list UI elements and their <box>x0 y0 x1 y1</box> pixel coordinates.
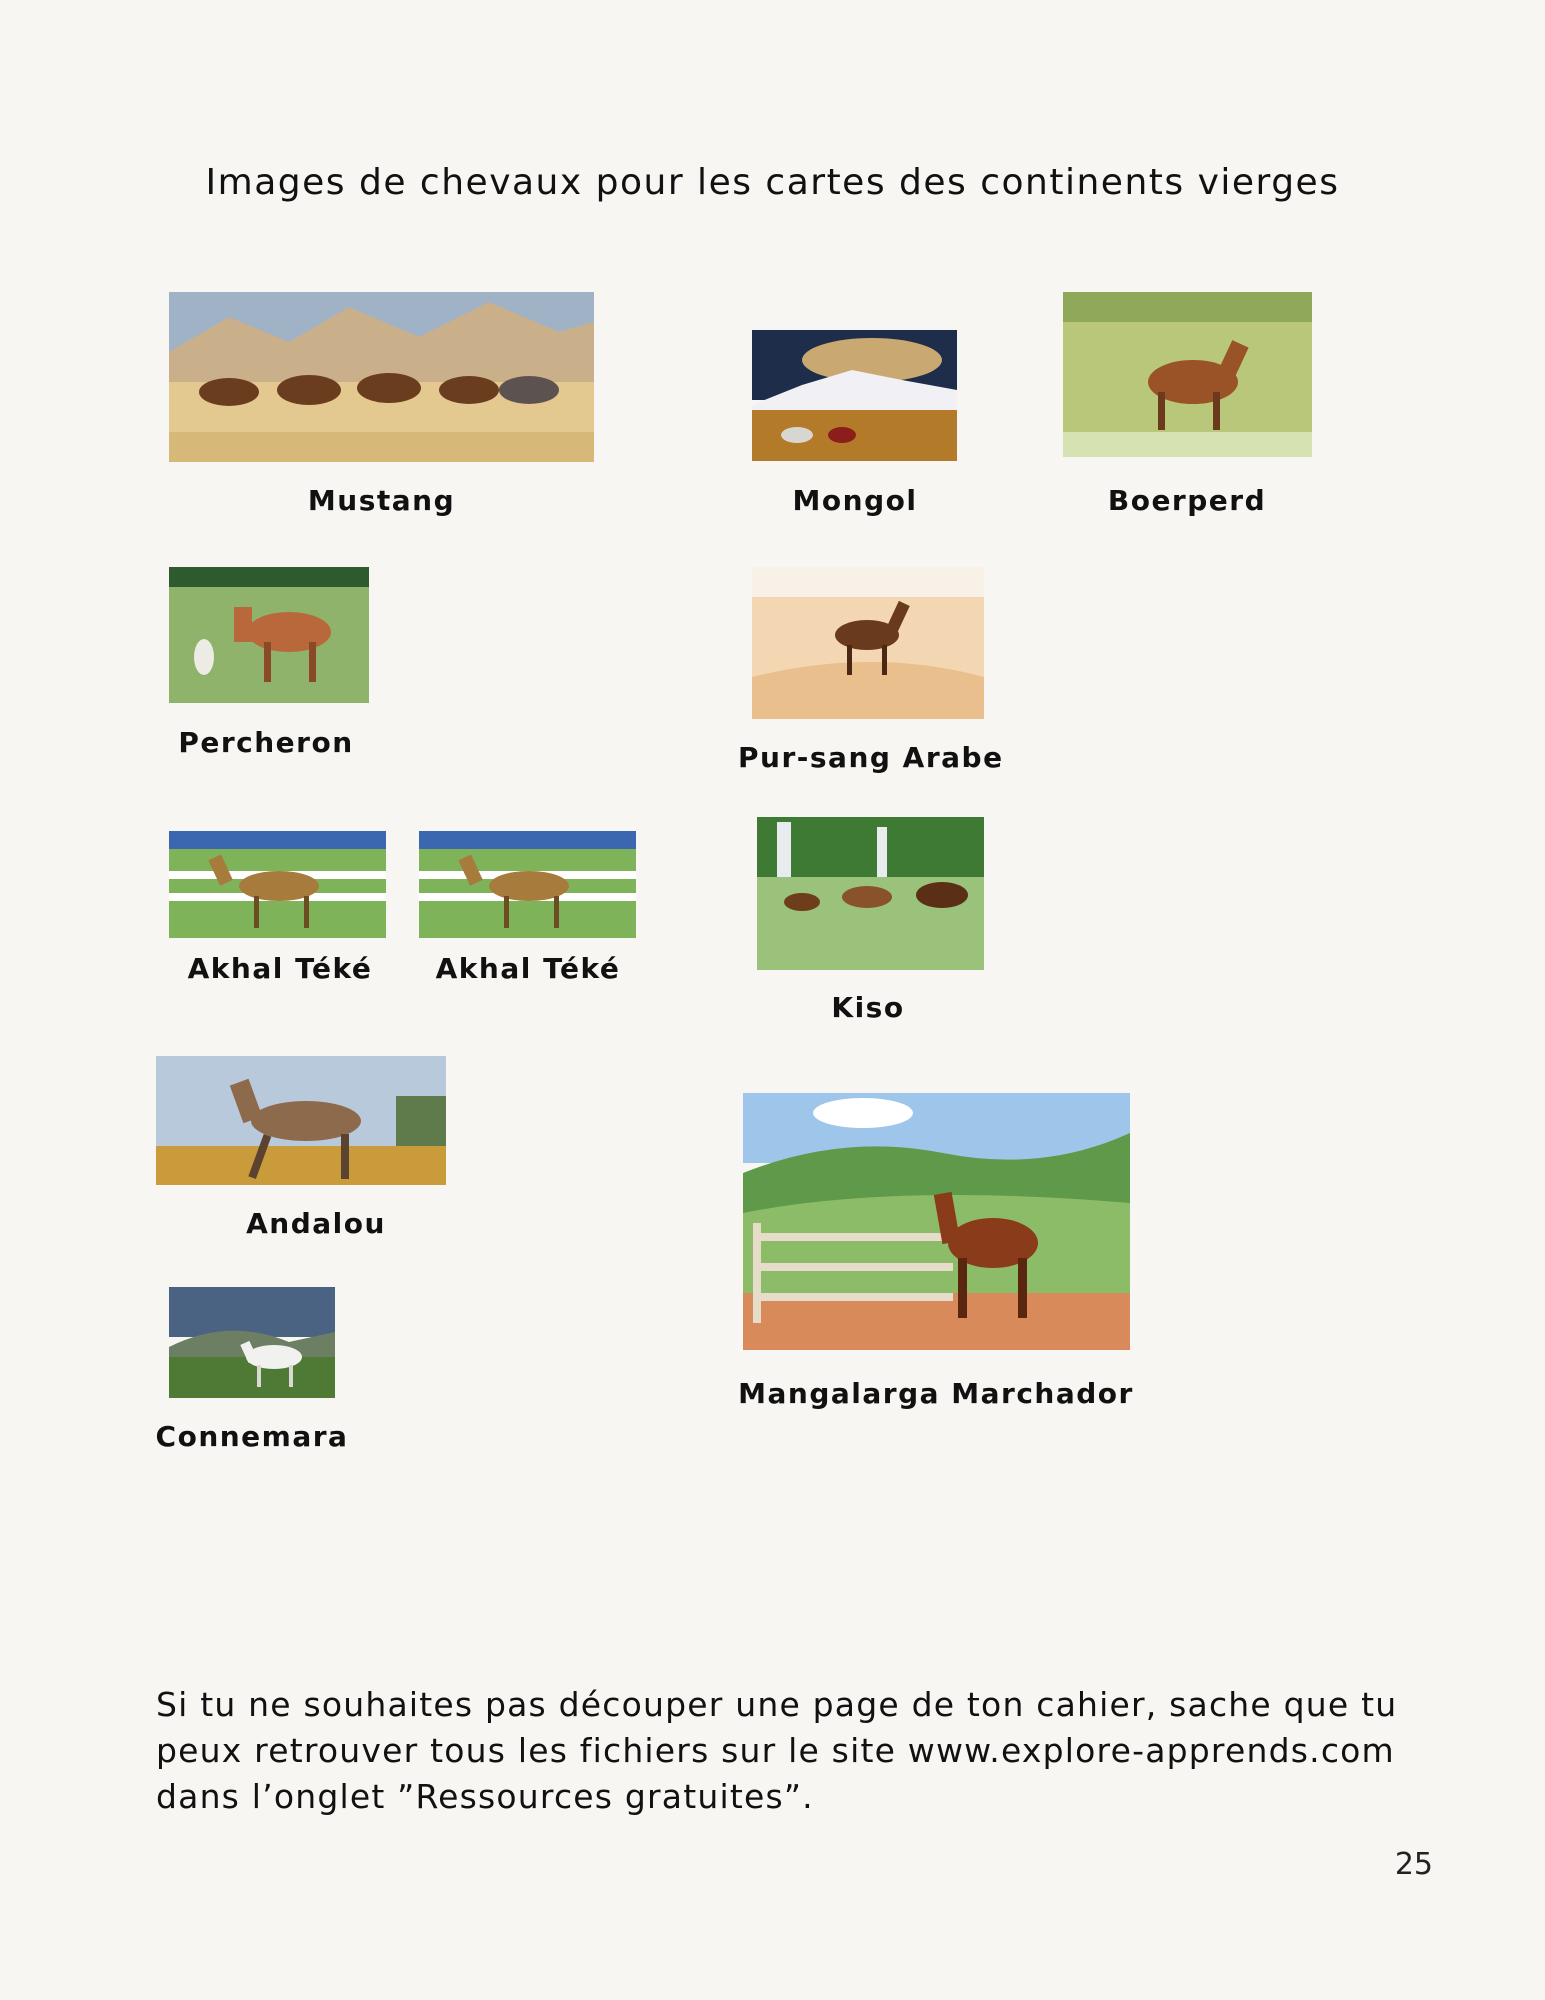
horse-label: Mustang <box>307 484 456 517</box>
horse-label: Percheron <box>178 726 354 759</box>
page-title: Images de chevaux pour les cartes des continents vierges <box>205 162 1340 203</box>
horse-label: Akhal Téké <box>435 952 621 985</box>
horse-label: Mongol <box>792 484 918 517</box>
horse-label: Pur-sang Arabe <box>738 741 1004 774</box>
mongol-photo <box>752 330 957 461</box>
horse-label: Kiso <box>831 991 905 1024</box>
page-number: 25 <box>1394 1847 1433 1882</box>
connemara-photo <box>169 1287 335 1398</box>
andalusian-photo <box>156 1056 446 1185</box>
mangalarga-photo <box>743 1093 1130 1350</box>
akhal-teke-photo <box>169 831 386 938</box>
horse-label: Mangalarga Marchador <box>738 1377 1134 1410</box>
horse-label: Akhal Téké <box>187 952 373 985</box>
horse-label: Connemara <box>155 1420 349 1453</box>
arabian-photo <box>752 567 984 719</box>
kiso-photo <box>757 817 984 970</box>
footer-note: Si tu ne souhaites pas découper une page de ton cahier, sache que tu peux retrouver tous les fichiers sur le site www.explore-apprends.com dans l’onglet ”Ressources gratuites”. <box>156 1685 1398 1816</box>
akhal-teke-photo <box>419 831 636 938</box>
mustang-photo <box>169 292 594 462</box>
boerperd-photo <box>1063 292 1312 457</box>
horse-label: Andalou <box>246 1207 386 1240</box>
percheron-photo <box>169 567 369 703</box>
horse-label: Boerperd <box>1107 484 1267 517</box>
